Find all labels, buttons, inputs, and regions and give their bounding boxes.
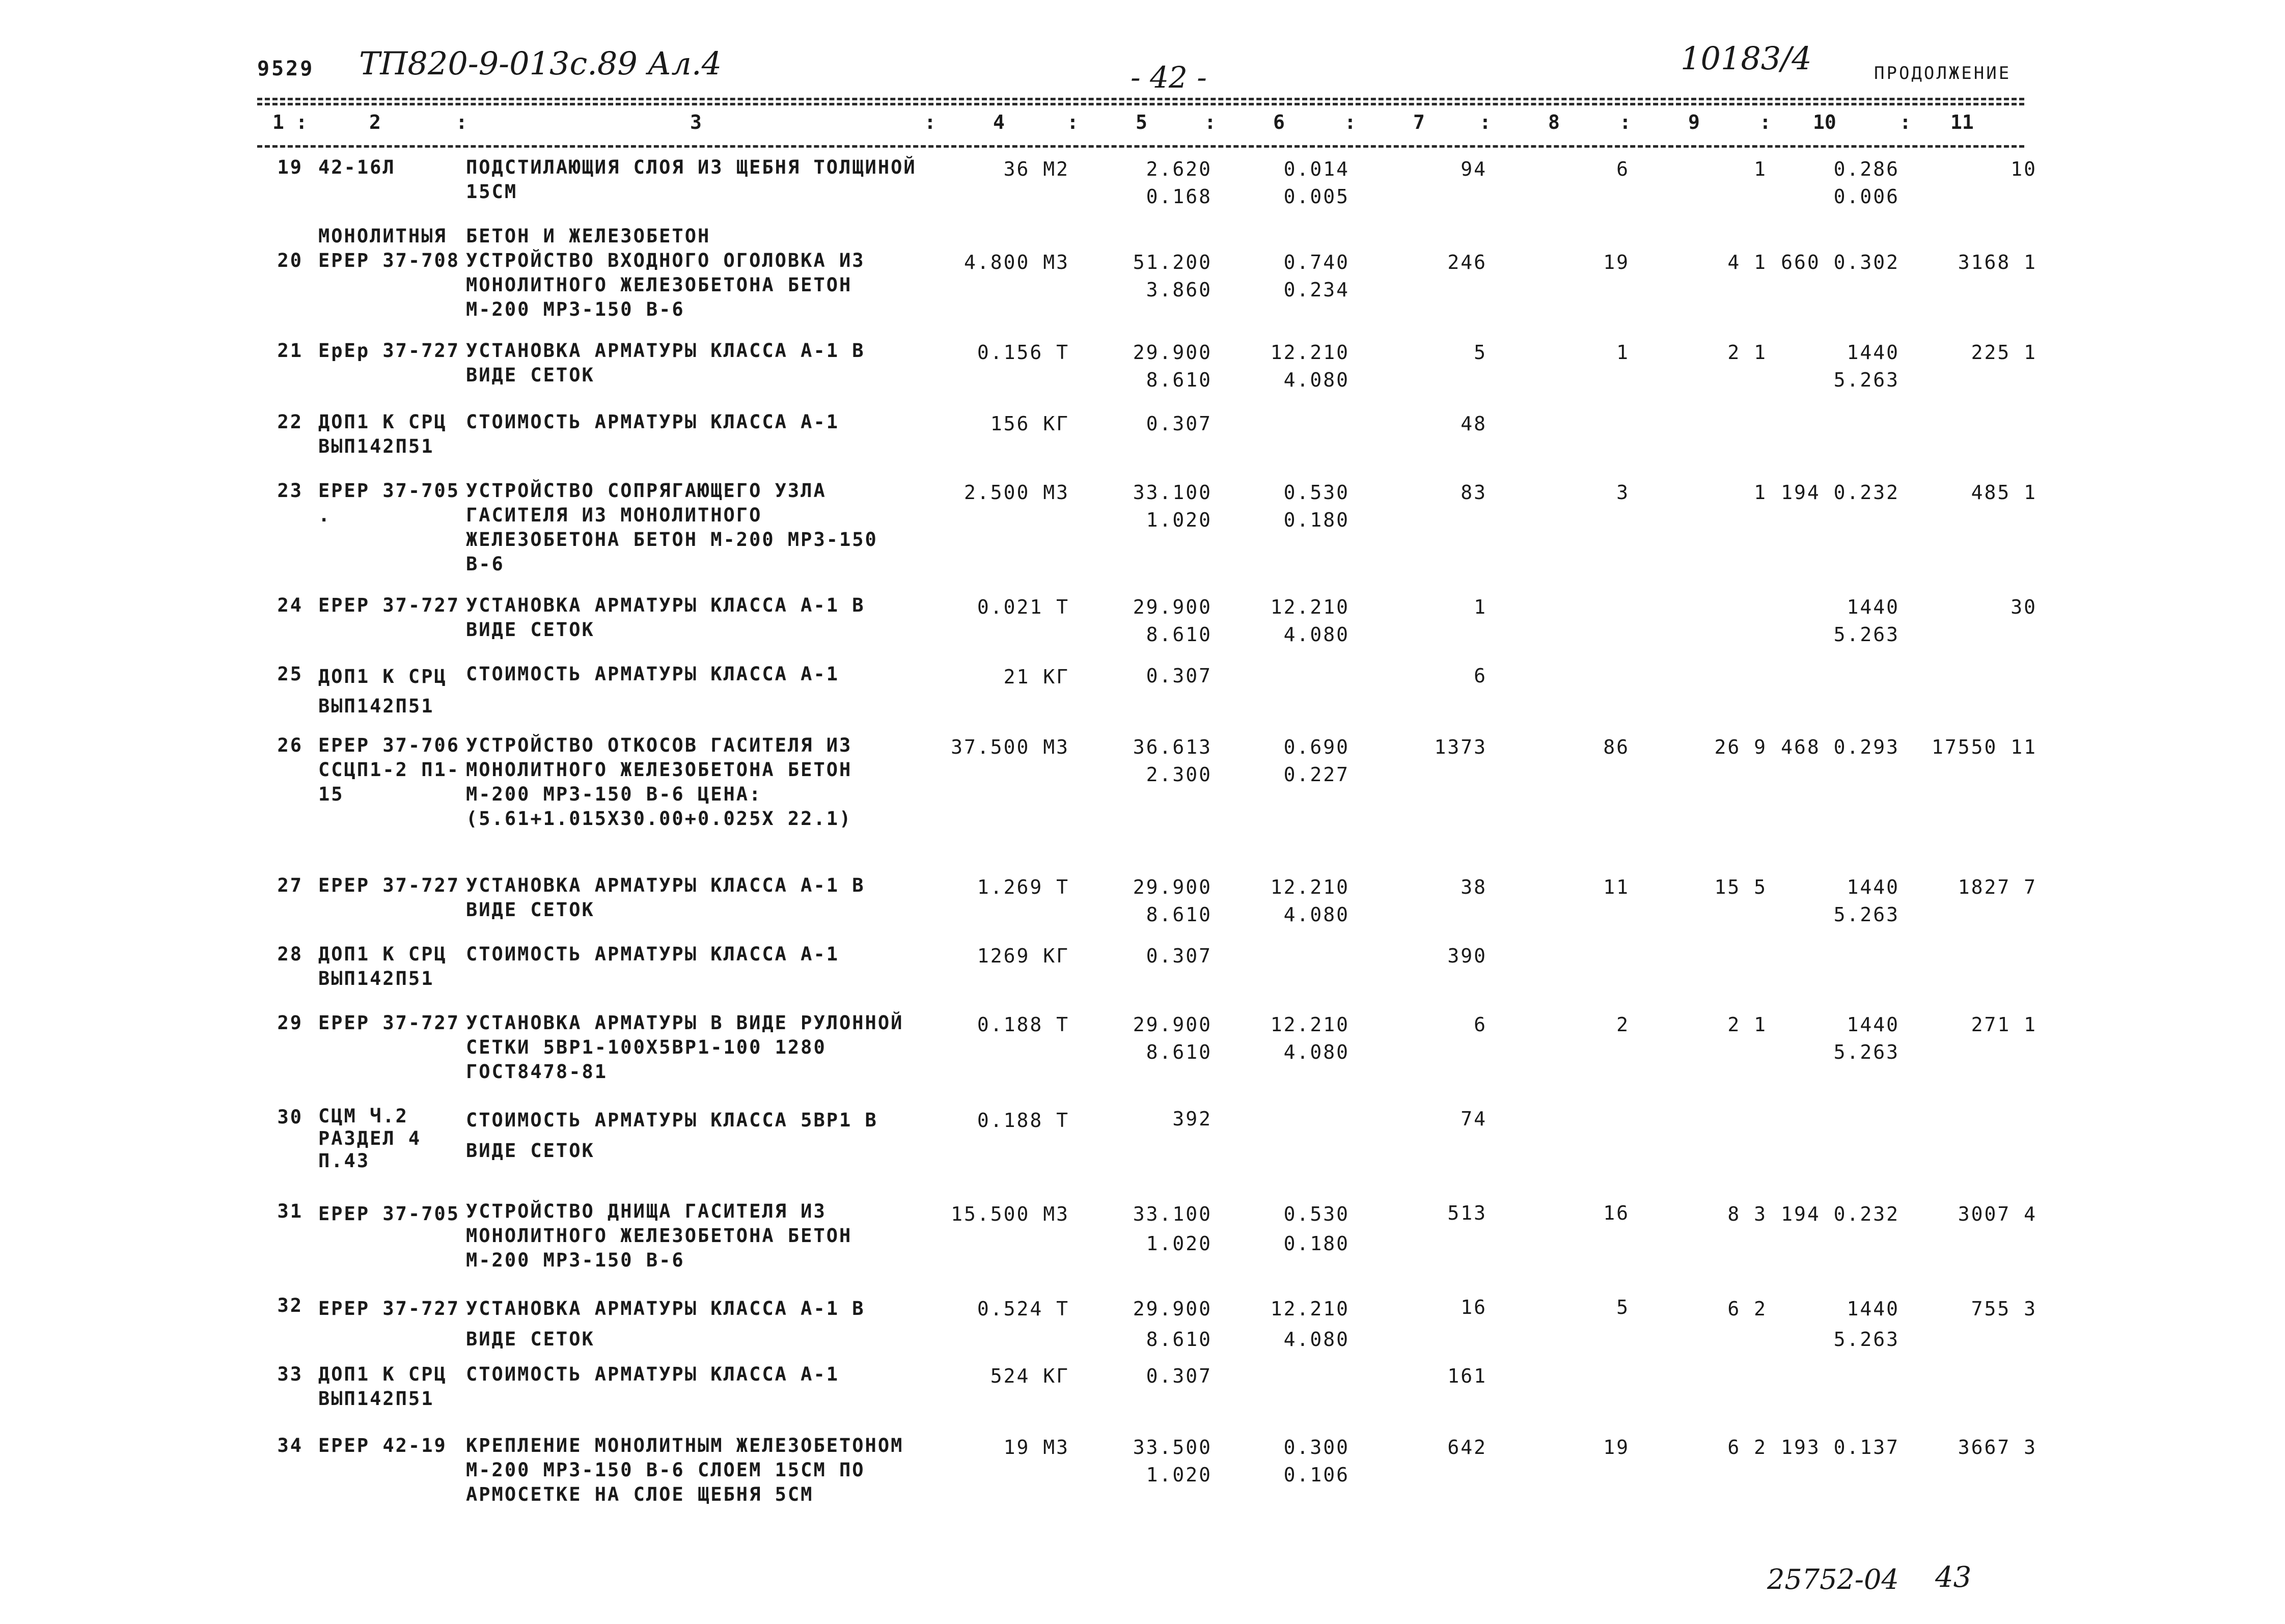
- footer-sheet-number: 43: [1935, 1561, 1972, 1594]
- work-description: УСТРОЙСТВО ДНИЩА ГАСИТЕЛЯ ИЗ МОНОЛИТНОГО ЖЕЛЕЗОБЕТОНА БЕТОН М-200 МРЗ-150 В-6: [466, 1200, 852, 1271]
- row-number: 23: [277, 480, 303, 502]
- machine-cost: 0.014 0.005: [1283, 158, 1350, 208]
- machine-cost: 0.530 0.180: [1283, 481, 1350, 531]
- col-2: 2: [369, 111, 381, 133]
- wages: 19: [1603, 1436, 1630, 1458]
- price-code: ЕРЕР 37-706 ССЦП1-2 П1-15: [318, 734, 460, 805]
- col-sep: :: [456, 111, 467, 133]
- wages: 86: [1603, 736, 1630, 758]
- col-sep: :: [1344, 111, 1356, 133]
- col-4: 4: [993, 111, 1005, 133]
- total-cost: 16: [1461, 1296, 1487, 1318]
- col-3: 3: [690, 111, 702, 133]
- total-cost: 5: [1474, 341, 1487, 364]
- labour-unit: 194 0.232: [1781, 481, 1899, 504]
- quantity-unit: 0.156 Т: [977, 341, 1069, 364]
- row-number: 30: [277, 1106, 303, 1128]
- labour-total: 17550 11: [1931, 736, 2037, 758]
- labour-total: 3007 4: [1958, 1203, 2037, 1225]
- total-cost: 38: [1461, 876, 1487, 898]
- unit-cost: 29.900 8.610: [1133, 1013, 1212, 1063]
- work-description: УСТРОЙСТВО СОПРЯГАЮЩЕГО УЗЛА ГАСИТЕЛЯ ИЗ МОНОЛИТНОГО ЖЕЛЕЗОБЕТОНА БЕТОН М-200 МРЗ-150 В-6: [466, 480, 878, 575]
- labour-total: 485 1: [1971, 481, 2037, 504]
- col-sep: :: [1067, 111, 1079, 133]
- price-code: ЕРЕР 42-19: [318, 1435, 447, 1456]
- row-number: 31: [277, 1200, 303, 1222]
- work-description: СТОИМОСТЬ АРМАТУРЫ КЛАССА А-1: [466, 411, 840, 433]
- total-cost: 6: [1474, 665, 1487, 687]
- work-description: СТОИМОСТЬ АРМАТУРЫ КЛАССА А-1: [466, 943, 840, 965]
- work-description: СТОИМОСТЬ АРМАТУРЫ КЛАССА 5ВР1 В ВИДЕ СЕТОК: [466, 1109, 878, 1162]
- row-number: 21: [277, 340, 303, 362]
- col-sep: :: [1619, 111, 1631, 133]
- col-sep: :: [1204, 111, 1216, 133]
- work-description: УСТАНОВКА АРМАТУРЫ В ВИДЕ РУЛОННОЙ СЕТКИ 5ВР1-100Х5ВР1-100 1280 ГОСТ8478-81: [466, 1012, 904, 1083]
- labour-total: 271 1: [1971, 1013, 2037, 1036]
- machine-cost: 0.740 0.234: [1283, 251, 1350, 301]
- work-description: УСТАНОВКА АРМАТУРЫ КЛАССА А-1 В ВИДЕ СЕТОК: [466, 874, 865, 921]
- price-code: ЕрЕр 37-727: [318, 340, 460, 362]
- document-reference: ТП820-9-013с.89 Ал.4: [359, 45, 722, 82]
- labour-unit: 468 0.293: [1781, 736, 1899, 758]
- total-cost: 48: [1461, 412, 1487, 435]
- total-cost: 513: [1447, 1202, 1487, 1224]
- price-code: ДОП1 К СРЦ ВЫП142П51: [318, 666, 447, 717]
- footer-stamp: 25752-04: [1767, 1563, 1899, 1595]
- quantity-unit: 4.800 МЗ: [963, 251, 1069, 273]
- col-7: 7: [1413, 111, 1425, 133]
- total-cost: 6: [1474, 1013, 1487, 1036]
- unit-cost: 33.100 1.020: [1133, 1203, 1212, 1255]
- wages: 5: [1616, 1296, 1630, 1318]
- labour-total: 225 1: [1971, 341, 2037, 364]
- col-5: 5: [1136, 111, 1147, 133]
- price-code: ЕРЕР 37-727: [318, 874, 460, 896]
- total-cost: 74: [1461, 1108, 1487, 1130]
- quantity-unit: 0.188 Т: [977, 1109, 1069, 1132]
- unit-cost: 0.307: [1146, 1365, 1212, 1387]
- quantity-unit: 1269 КГ: [977, 945, 1069, 967]
- total-cost: 83: [1461, 481, 1487, 504]
- work-description: УСТАНОВКА АРМАТУРЫ КЛАССА А-1 В ВИДЕ СЕТОК: [466, 594, 865, 641]
- quantity-unit: 0.021 Т: [977, 596, 1069, 618]
- total-cost: 390: [1447, 945, 1487, 967]
- quantity-unit: 36 М2: [1003, 158, 1069, 180]
- col-11: 11: [1950, 111, 1974, 133]
- total-cost: 161: [1447, 1365, 1487, 1387]
- labour-unit: 1440 5.263: [1833, 876, 1899, 926]
- wages: 11: [1603, 876, 1630, 898]
- labour-unit: 1440 5.263: [1833, 1298, 1899, 1351]
- total-cost: 1: [1474, 596, 1487, 618]
- price-code: ЕРЕР 37-705 .: [318, 480, 460, 526]
- machine-cost: 12.210 4.080: [1270, 341, 1350, 391]
- machine-cost: 12.210 4.080: [1270, 876, 1350, 926]
- price-code: ДОП1 К СРЦ ВЫП142П51: [318, 943, 447, 989]
- labour-unit: 1440 5.263: [1833, 1013, 1899, 1063]
- price-code: СЦМ Ч.2 РАЗДЕЛ 4 П.43: [318, 1105, 422, 1172]
- quantity-unit: 21 КГ: [1003, 666, 1069, 688]
- unit-cost: 29.900 8.610: [1133, 341, 1212, 391]
- price-code: 42-16Л: [318, 156, 396, 178]
- price-code: ЕРЕР 37-705: [318, 1203, 460, 1225]
- section-prefix: МОНОЛИТНЫЯ: [318, 225, 447, 247]
- labour-total: 1827 7: [1958, 876, 2037, 898]
- price-code: ЕРЕР 37-727: [318, 1298, 460, 1319]
- wages: 3: [1616, 481, 1630, 504]
- top-rule: [257, 98, 2024, 100]
- unit-cost: 0.307: [1146, 665, 1212, 687]
- quantity-unit: 156 КГ: [990, 412, 1069, 435]
- unit-cost: 2.620 0.168: [1146, 158, 1212, 208]
- labour-unit: 193 0.137: [1781, 1436, 1899, 1458]
- wages: 6: [1616, 158, 1630, 180]
- operation-cost: 4 1: [1727, 251, 1767, 273]
- work-description: КРЕПЛЕНИЕ МОНОЛИТНЫМ ЖЕЛЕЗОБЕТОНОМ М-200 МРЗ-150 В-6 СЛОЕМ 15СМ ПО АРМОСЕТКЕ НА СЛОЕ ЩЕБНЯ 5СМ: [466, 1435, 904, 1505]
- labour-total: 3667 3: [1958, 1436, 2037, 1458]
- continuation-label: ПРОДОЛЖЕНИЕ: [1874, 63, 2012, 84]
- labour-total: 3168 1: [1958, 251, 2037, 273]
- row-number: 20: [277, 250, 303, 271]
- price-code: ЕРЕР 37-727: [318, 594, 460, 616]
- header-rule-bottom: [257, 145, 2024, 148]
- quantity-unit: 15.500 МЗ: [951, 1203, 1069, 1225]
- machine-cost: 12.210 4.080: [1270, 1013, 1350, 1063]
- row-number: 26: [277, 734, 303, 756]
- work-description: УСТАНОВКА АРМАТУРЫ КЛАССА А-1 В ВИДЕ СЕТОК: [466, 340, 865, 386]
- operation-cost: 1: [1754, 158, 1767, 180]
- total-cost: 1373: [1434, 736, 1487, 758]
- col-sep: :: [1899, 111, 1911, 133]
- labour-unit: 1440 5.263: [1833, 596, 1899, 646]
- labour-total: 755 3: [1971, 1298, 2037, 1320]
- row-number: 22: [277, 411, 303, 433]
- quantity-unit: 0.188 Т: [977, 1013, 1069, 1036]
- labour-unit: 194 0.232: [1781, 1203, 1899, 1225]
- unit-cost: 36.613 2.300: [1133, 736, 1212, 786]
- col-1: 1 :: [272, 111, 308, 133]
- col-10: 10: [1813, 111, 1836, 133]
- col-sep: :: [1759, 111, 1771, 133]
- price-code: ДОП1 К СРЦ ВЫП142П51: [318, 411, 447, 457]
- row-number: 19: [277, 156, 303, 178]
- row-number: 28: [277, 943, 303, 965]
- quantity-unit: 37.500 МЗ: [951, 736, 1069, 758]
- operation-cost: 8 3: [1727, 1203, 1767, 1225]
- section-title: БЕТОН И ЖЕЛЕЗОБЕТОН: [466, 225, 711, 247]
- unit-cost: 0.307: [1146, 412, 1212, 435]
- labour-unit: 1440 5.263: [1833, 341, 1899, 391]
- total-cost: 642: [1447, 1436, 1487, 1458]
- work-description: СТОИМОСТЬ АРМАТУРЫ КЛАССА А-1: [466, 1363, 840, 1385]
- header-rule-mid: [257, 103, 2024, 105]
- wages: 2: [1616, 1013, 1630, 1036]
- operation-cost: 15 5: [1714, 876, 1767, 898]
- work-description: УСТРОЙСТВО ВХОДНОГО ОГОЛОВКА ИЗ МОНОЛИТНОГО ЖЕЛЕЗОБЕТОНА БЕТОН М-200 МРЗ-150 В-6: [466, 250, 865, 320]
- sheet-reference: 10183/4: [1681, 40, 1812, 77]
- quantity-unit: 2.500 МЗ: [963, 481, 1069, 504]
- price-code: ДОП1 К СРЦ ВЫП142П51: [318, 1363, 447, 1410]
- col-sep: :: [1479, 111, 1491, 133]
- work-description: СТОИМОСТЬ АРМАТУРЫ КЛАССА А-1: [466, 663, 840, 685]
- unit-cost: 33.100 1.020: [1133, 481, 1212, 531]
- left-code: 9529: [257, 57, 315, 80]
- price-code: ЕРЕР 37-727: [318, 1012, 460, 1034]
- quantity-unit: 19 МЗ: [1003, 1436, 1069, 1458]
- row-number: 34: [277, 1435, 303, 1456]
- row-number: 32: [277, 1295, 303, 1316]
- machine-cost: 0.690 0.227: [1283, 736, 1350, 786]
- work-description: УСТАНОВКА АРМАТУРЫ КЛАССА А-1 В ВИДЕ СЕТОК: [466, 1298, 865, 1350]
- machine-cost: 12.210 4.080: [1270, 1298, 1350, 1351]
- unit-cost: 51.200 3.860: [1133, 251, 1212, 301]
- operation-cost: 26 9: [1714, 736, 1767, 758]
- operation-cost: 1: [1754, 481, 1767, 504]
- operation-cost: 2 1: [1727, 1013, 1767, 1036]
- row-number: 33: [277, 1363, 303, 1385]
- row-number: 27: [277, 874, 303, 896]
- col-sep: :: [924, 111, 936, 133]
- unit-cost: 29.900 8.610: [1133, 876, 1212, 926]
- wages: 16: [1603, 1202, 1630, 1224]
- labour-total: 10: [2011, 158, 2037, 180]
- quantity-unit: 524 КГ: [990, 1365, 1069, 1387]
- operation-cost: 6 2: [1727, 1436, 1767, 1458]
- unit-cost: 29.900 8.610: [1133, 596, 1212, 646]
- operation-cost: 6 2: [1727, 1298, 1767, 1320]
- unit-cost: 29.900 8.610: [1133, 1298, 1212, 1351]
- labour-total: 30: [2011, 596, 2037, 618]
- machine-cost: 12.210 4.080: [1270, 596, 1350, 646]
- machine-cost: 0.530 0.180: [1283, 1203, 1350, 1255]
- unit-cost: 392: [1172, 1108, 1212, 1130]
- quantity-unit: 1.269 Т: [977, 876, 1069, 898]
- operation-cost: 2 1: [1727, 341, 1767, 364]
- col-9: 9: [1688, 111, 1700, 133]
- row-number: 29: [277, 1012, 303, 1034]
- machine-cost: 0.300 0.106: [1283, 1436, 1350, 1486]
- price-code: ЕРЕР 37-708: [318, 250, 460, 271]
- work-description: УСТРОЙСТВО ОТКОСОВ ГАСИТЕЛЯ ИЗ МОНОЛИТНОГО ЖЕЛЕЗОБЕТОНА БЕТОН М-200 МРЗ-150 В-6 ЦЕНА: (5.61+1.015Х30.00+0.025Х 22.1): [466, 734, 852, 830]
- row-number: 24: [277, 594, 303, 616]
- wages: 19: [1603, 251, 1630, 273]
- unit-cost: 0.307: [1146, 945, 1212, 967]
- work-description: ПОДСТИЛАЮЩИЯ СЛОЯ ИЗ ЩЕБНЯ ТОЛЩИНОЙ 15СМ: [466, 156, 917, 203]
- wages: 1: [1616, 341, 1630, 364]
- total-cost: 246: [1447, 251, 1487, 273]
- page-number: - 42 -: [1131, 60, 1207, 95]
- quantity-unit: 0.524 Т: [977, 1298, 1069, 1320]
- unit-cost: 33.500 1.020: [1133, 1436, 1212, 1486]
- total-cost: 94: [1461, 158, 1487, 180]
- labour-unit: 660 0.302: [1781, 251, 1899, 273]
- col-6: 6: [1273, 111, 1285, 133]
- labour-unit: 0.286 0.006: [1833, 158, 1899, 208]
- row-number: 25: [277, 663, 303, 685]
- col-8: 8: [1548, 111, 1560, 133]
